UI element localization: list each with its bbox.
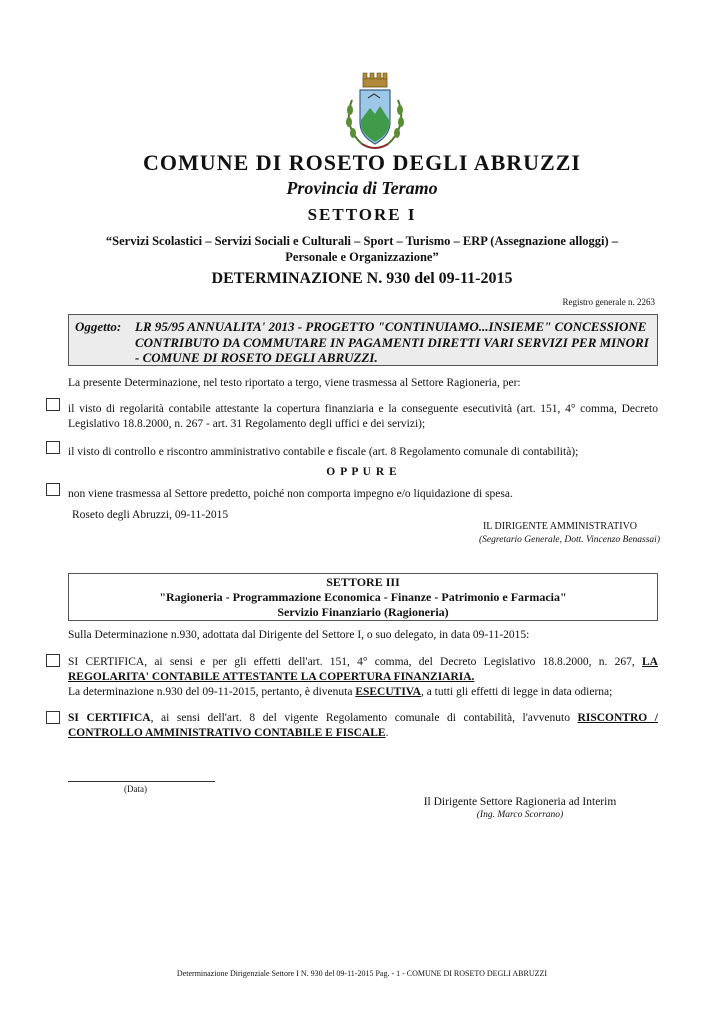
cert2-text: , ai sensi dell'art. 8 del vigente Regolamento comunale di contabilità, l'avvenuto (150, 712, 578, 724)
place-date: Roseto degli Abruzzi, 09-11-2015 (72, 509, 229, 521)
oggetto-label: Oggetto: (75, 319, 122, 334)
esecutiva-label: ESECUTIVA (355, 686, 421, 698)
page-footer: Determinazione Dirigenziale Settore I N. 930 del 09-11-2015 Pag. - 1 - COMUNE DI ROSETO DEGLI ABRUZZI (176, 969, 548, 978)
ragioneria-signer-title: Il Dirigente Settore Ragioneria ad Interim (423, 796, 617, 808)
data-label: (Data) (124, 784, 147, 794)
checkbox-non-trasmessa[interactable] (46, 483, 60, 496)
ragioneria-intro: Sulla Determinazione n.930, adottata dal Dirigente del Settore I, o suo delegato, in data 09-11-2015: (68, 629, 530, 641)
oggetto-box (68, 314, 658, 366)
dirigente-title: IL DIRIGENTE AMMINISTRATIVO (482, 521, 638, 532)
cert2-tail: . (385, 727, 389, 739)
certifica-regolarita (68, 655, 658, 700)
settore3-title: SETTORE III (326, 575, 400, 589)
page-title: COMUNE DI ROSETO DEGLI ABRUZZI (143, 150, 581, 175)
settore3-box (68, 573, 658, 621)
servizi-line-1: “Servizi Scolastici – Servizi Sociali e Culturali – Sport – Turismo – ERP (Assegnazione alloggi) – (105, 234, 619, 248)
settore3-subtitle: "Ragioneria - Programmazione Economica - Finanze - Patrimonio e Farmacia" (159, 590, 567, 604)
registro-generale: Registro generale n. 2263 (562, 297, 655, 307)
servizi-line-2: Personale e Organizzazione” (285, 250, 439, 264)
cert1-emphasis: LA REGOLARITA' CONTABILE ATTESTANTE LA COPERTURA FINANZIARIA. (68, 656, 658, 683)
servizi-description (60, 233, 664, 265)
ragioneria-signer-name: (Ing. Marco Scorrano) (476, 810, 564, 820)
checkbox-certifica-riscontro[interactable] (46, 711, 60, 724)
checkbox-visto-regolarita[interactable] (46, 398, 60, 411)
option-visto-controllo: il visto di controllo e riscontro amministrativo contabile e fiscale (art. 8 Regolamento comunale di contabilità); (68, 446, 579, 458)
certifica-riscontro (68, 711, 658, 741)
municipal-crest-icon (340, 70, 410, 156)
trasmissione-intro: La presente Determinazione, nel testo riportato a tergo, viene trasmessa al Settore Ragioneria, per: (68, 377, 521, 389)
option-visto-regolarita: il visto di regolarità contabile attestante la copertura finanziaria e la conseguente esecutività (art. 151, 4° comma, Decreto Legislativo 18.8.2000, n. 267 - art. 31 Regolamento degli uffici e dei servizi); (68, 403, 658, 430)
province-name: Provincia di Teramo (286, 178, 438, 198)
oggetto-text: LR 95/95 ANNUALITA' 2013 - PROGETTO "CONTINUIAMO...INSIEME" CONCESSIONE CONTRIBUTO DA COMMUTARE IN PAGAMENTI DIRETTI VARI SERVIZI PER MINORI - COMUNE DI ROSETO DEGLI ABRUZZI. (135, 319, 649, 365)
dirigente-name: (Segretario Generale, Dott. Vincenzo Benassai) (479, 535, 660, 545)
cert1-esecutiva-text: La determinazione n.930 del 09-11-2015, pertanto, è divenuta (68, 686, 356, 698)
cert1-tail: , a tutti gli effetti di legge in data odierna; (420, 686, 613, 698)
checkbox-visto-controllo[interactable] (46, 441, 60, 454)
cert2-emphasis: RISCONTRO / CONTROLLO AMMINISTRATIVO CONTABILE E FISCALE (68, 712, 658, 739)
cert2-label: SI CERTIFICA (68, 712, 151, 724)
date-signature-line (68, 781, 215, 782)
oppure-separator: O P P U R E (326, 466, 398, 478)
determinazione-heading: DETERMINAZIONE N. 930 del 09-11-2015 (211, 270, 513, 287)
checkbox-certifica-regolarita[interactable] (46, 654, 60, 667)
settore-title: SETTORE I (307, 205, 417, 224)
settore3-servizio: Servizio Finanziario (Ragioneria) (277, 605, 449, 619)
cert1-text: SI CERTIFICA, ai sensi e per gli effetti dell'art. 151, 4° comma, del Decreto Legislativo 18.8.2000, n. 267, (68, 656, 643, 668)
option-non-trasmessa: non viene trasmessa al Settore predetto, poiché non comporta impegno e/o liquidazione di spesa. (68, 488, 513, 500)
